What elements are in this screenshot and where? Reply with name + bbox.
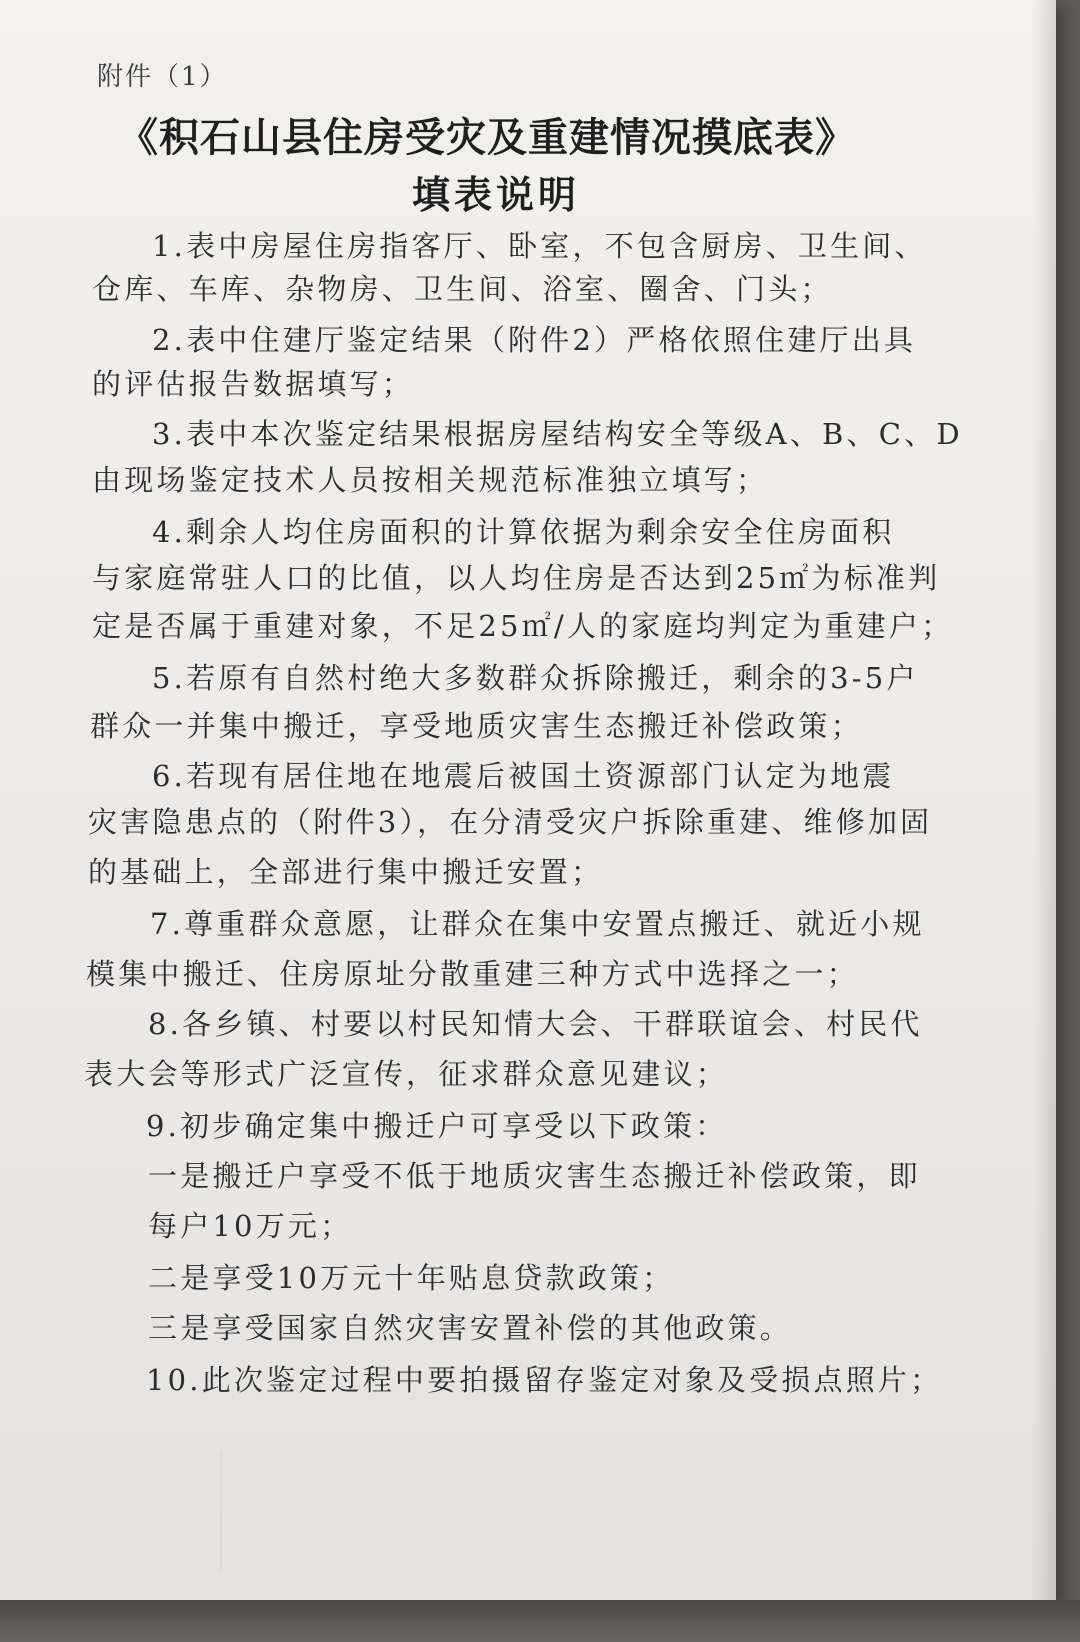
text-line: 群众一并集中搬迁，享受地质灾害生态搬迁补偿政策； <box>90 709 863 743</box>
text-line: 5.若原有自然村绝大多数群众拆除搬迁，剩余的3-5户 <box>152 661 919 695</box>
text-line: 的基础上，全部进行集中搬迁安置； <box>88 855 604 889</box>
text-line: 8.各乡镇、村要以村民知情大会、干群联谊会、村民代 <box>148 1007 923 1041</box>
text-line: 表大会等形式广泛宣传，征求群众意见建议； <box>84 1057 729 1091</box>
text-line: 与家庭常驻人口的比值，以人均住房是否达到25㎡为标准判 <box>92 561 941 595</box>
text-line: 7.尊重群众意愿，让群众在集中安置点搬迁、就近小规 <box>150 907 925 941</box>
text-line: 仓库、车库、杂物房、卫生间、浴室、圈舍、门头； <box>92 272 833 306</box>
text-line: 6.若现有居住地在地震后被国土资源部门认定为地震 <box>152 759 895 793</box>
text-line: 由现场鉴定技术人员按相关规范标准独立填写； <box>92 463 769 497</box>
text-line: 定是否属于重建对象，不足25㎡/人的家庭均判定为重建户； <box>92 609 954 643</box>
text-line: 3.表中本次鉴定结果根据房屋结构安全等级A、B、C、D <box>152 417 963 451</box>
text-line: 4.剩余人均住房面积的计算依据为剩余安全住房面积 <box>152 515 895 549</box>
text-line: 一是搬迁户享受不低于地质灾害生态搬迁补偿政策，即 <box>148 1159 921 1193</box>
paper-crease <box>220 1450 222 1570</box>
text-line: 2.表中住建厅鉴定结果（附件2）严格依照住建厅出具 <box>152 323 917 357</box>
text-line: 的评估报告数据填写； <box>92 367 415 401</box>
document-subtitle: 填表说明 <box>412 173 581 217</box>
text-line: 灾害隐患点的（附件3），在分清受灾户拆除重建、维修加固 <box>88 805 933 839</box>
text-line: 10.此次鉴定过程中要拍摄留存鉴定对象及受损点照片； <box>146 1363 943 1397</box>
table-surface <box>0 1600 1080 1642</box>
text-line: 模集中搬迁、住房原址分散重建三种方式中选择之一； <box>86 957 859 991</box>
text-line: 9.初步确定集中搬迁户可享受以下政策： <box>146 1109 728 1143</box>
document-title: 《积石山县住房受灾及重建情况摸底表》 <box>118 115 856 161</box>
text-line: 二是享受10万元十年贴息贷款政策； <box>148 1261 675 1295</box>
text-line: 1.表中房屋住房指客厅、卧室，不包含厨房、卫生间、 <box>152 229 927 263</box>
text-line: 三是享受国家自然灾害安置补偿的其他政策。 <box>148 1311 793 1345</box>
attachment-label: 附件（1） <box>97 62 228 92</box>
text-line: 每户10万元； <box>148 1209 353 1243</box>
